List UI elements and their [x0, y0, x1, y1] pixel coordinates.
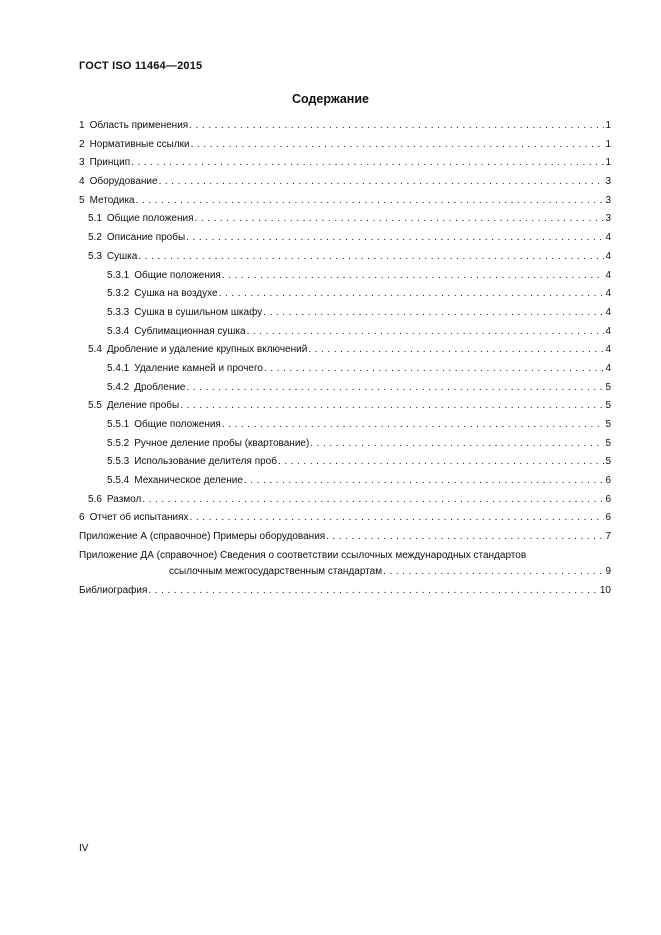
toc-entry-page: 4 — [605, 362, 611, 374]
toc-entry-annex-da-continued[interactable] — [79, 566, 611, 585]
dot-leader — [263, 307, 604, 318]
toc-entry-page: 1 — [605, 157, 611, 169]
toc-entry-title: Описание пробы — [106, 232, 186, 244]
toc-entry-number: 5.6 — [88, 493, 102, 505]
dot-leader — [190, 512, 605, 523]
toc-entry-page: 5 — [605, 381, 611, 393]
toc-entry-title: Дробление — [134, 381, 186, 393]
toc-entry[interactable] — [79, 270, 611, 289]
dot-leader — [180, 400, 604, 411]
toc-entry-number: 5.5.1 — [107, 419, 130, 430]
toc-entry-title: Область применения — [89, 120, 189, 131]
dot-leader — [244, 475, 605, 486]
toc-entry[interactable] — [79, 512, 611, 531]
toc-entry-page: 1 — [605, 138, 611, 150]
toc-entry-title: Методика — [89, 194, 135, 206]
dot-leader — [247, 326, 605, 337]
dot-leader — [142, 494, 604, 505]
toc-entry[interactable] — [79, 157, 611, 176]
toc-entry-title: Библиография — [79, 584, 148, 596]
toc-entry-number: 5.3 — [88, 250, 102, 262]
toc-entry-number: 3 — [79, 157, 85, 169]
toc-entry-number: 5.2 — [88, 232, 102, 244]
toc-entry[interactable] — [79, 344, 611, 363]
toc-entry-page: 6 — [605, 493, 611, 505]
toc-entry[interactable] — [79, 456, 611, 475]
toc-entry-title: Общие положения — [134, 419, 221, 430]
dot-leader — [195, 213, 605, 224]
dot-leader — [383, 566, 604, 577]
toc-entry-page: 4 — [605, 344, 611, 356]
dot-leader — [148, 585, 598, 596]
toc-entry-title: Размол — [106, 493, 142, 505]
toc-entry-title: Дробление и удаление крупных включений — [106, 344, 308, 356]
toc-entry-page: 6 — [605, 512, 611, 524]
toc-entry-title: Общие положения — [106, 213, 194, 225]
toc-entry-page: 9 — [605, 565, 611, 577]
toc-entry-number: 5.3.1 — [107, 269, 130, 281]
toc-entry-number: 6 — [79, 512, 85, 524]
dot-leader — [222, 419, 605, 430]
toc-entry-page: 4 — [605, 306, 611, 318]
toc-entry-page: 5 — [605, 419, 611, 430]
toc-entry-number: 5.5 — [88, 400, 102, 412]
dot-leader — [326, 531, 604, 542]
toc-entry-title: ссылочным межгосударственным стандартам — [169, 565, 383, 577]
toc-entry-title: Оборудование — [89, 176, 158, 188]
toc-entry-page: 7 — [605, 531, 611, 543]
toc-entry-page: 4 — [605, 250, 611, 262]
dot-leader — [191, 139, 605, 150]
dot-leader — [187, 382, 605, 393]
toc-entry[interactable] — [79, 438, 611, 457]
toc-entry-annex-da[interactable] — [79, 550, 611, 566]
dot-leader — [219, 288, 605, 299]
page-number: IV — [79, 843, 89, 854]
toc-entry-title: Сушка на воздухе — [134, 288, 218, 300]
dot-leader — [278, 456, 604, 467]
toc-entry-title: Удаление камней и прочего — [134, 362, 263, 374]
toc-entry[interactable] — [79, 176, 611, 195]
page-title: Содержание — [291, 92, 369, 106]
document-header: ГОСТ ISO 11464—2015 — [79, 60, 203, 72]
toc-entry[interactable] — [79, 363, 611, 382]
toc-entry-page: 5 — [605, 437, 611, 449]
toc-entry-title: Отчет об испытаниях — [89, 512, 189, 524]
dot-leader — [189, 120, 604, 131]
toc-entry-number: 4 — [79, 176, 85, 188]
toc-entry-number: 5.1 — [88, 213, 102, 225]
toc-entry-page: 4 — [605, 288, 611, 300]
toc-entry-title: Приложение А (справочное) Примеры оборудования — [79, 531, 326, 543]
toc-entry-number: 1 — [79, 120, 85, 131]
toc-entry-page: 3 — [605, 213, 611, 225]
toc-entry-title: Приложение ДА (справочное) Сведения о соответствии ссылочных международных стандартов — [79, 549, 527, 561]
toc-entry-page: 10 — [599, 584, 611, 596]
toc-entry[interactable] — [79, 120, 611, 139]
toc-entry-page: 6 — [605, 475, 611, 487]
toc-entry-number: 5 — [79, 194, 85, 206]
toc-entry[interactable] — [79, 475, 611, 494]
toc-entry-page: 5 — [605, 400, 611, 412]
toc-entry-bibliography[interactable] — [79, 585, 611, 604]
toc-entry[interactable] — [79, 307, 611, 326]
toc-entry-number: 5.3.3 — [107, 306, 130, 318]
dot-leader — [159, 176, 605, 187]
dot-leader — [308, 344, 604, 355]
toc-entry-title: Сушка — [106, 250, 138, 262]
toc-entry-number: 5.5.4 — [107, 475, 130, 487]
toc-entry-page: 4 — [605, 325, 611, 337]
dot-leader — [264, 363, 604, 374]
toc-entry-title: Использование делителя проб — [134, 456, 277, 468]
toc-entry-number: 5.3.2 — [107, 288, 130, 300]
toc-entry-number: 2 — [79, 138, 85, 150]
toc-entry-page: 1 — [605, 120, 611, 131]
toc-entry-page: 5 — [605, 456, 611, 468]
toc-entry-number: 5.4 — [88, 344, 102, 356]
toc-entry[interactable] — [79, 288, 611, 307]
toc-entry-title: Механическое деление — [134, 475, 243, 487]
toc-entry[interactable] — [79, 531, 611, 550]
toc-entry-number: 5.5.3 — [107, 456, 130, 468]
toc-entry-page: 3 — [605, 194, 611, 206]
toc-entry-page: 4 — [605, 269, 611, 281]
table-of-contents — [79, 120, 611, 603]
toc-entry-title: Общие положения — [134, 269, 221, 281]
toc-entry-page: 4 — [605, 232, 611, 244]
toc-entry[interactable] — [79, 400, 611, 419]
dot-leader — [222, 270, 605, 281]
toc-entry-page: 3 — [605, 176, 611, 188]
toc-entry-title: Нормативные ссылки — [89, 138, 190, 150]
dot-leader — [186, 232, 604, 243]
toc-entry-title: Деление пробы — [106, 400, 180, 412]
toc-entry-number: 5.3.4 — [107, 325, 130, 337]
toc-entry-number: 5.4.1 — [107, 362, 130, 374]
dot-leader — [131, 157, 604, 168]
toc-entry-number: 5.4.2 — [107, 381, 130, 393]
toc-entry[interactable] — [79, 139, 611, 158]
toc-entry[interactable] — [79, 419, 611, 438]
toc-entry[interactable] — [79, 494, 611, 513]
toc-entry[interactable] — [79, 326, 611, 345]
toc-entry-number: 5.5.2 — [107, 437, 130, 449]
dot-leader — [310, 438, 604, 449]
toc-entry[interactable] — [79, 195, 611, 214]
toc-entry[interactable] — [79, 382, 611, 401]
toc-entry[interactable] — [79, 232, 611, 251]
toc-entry[interactable] — [79, 251, 611, 270]
toc-entry[interactable] — [79, 213, 611, 232]
dot-leader — [138, 251, 604, 262]
dot-leader — [136, 195, 605, 206]
toc-entry-title: Ручное деление пробы (квартование) — [134, 437, 310, 449]
toc-entry-title: Сублимационная сушка — [134, 325, 246, 337]
toc-entry-title: Принцип — [89, 157, 131, 169]
toc-entry-title: Сушка в сушильном шкафу — [134, 306, 263, 318]
